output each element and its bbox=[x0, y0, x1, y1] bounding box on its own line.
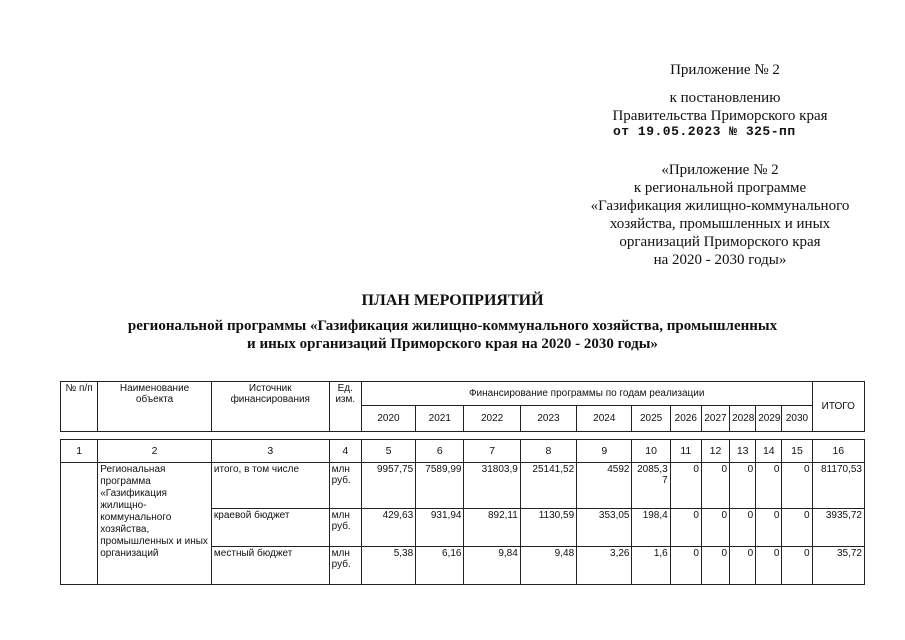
value-cell: 0 bbox=[756, 509, 782, 547]
plan-body-table bbox=[60, 439, 865, 585]
value-cell: 0 bbox=[670, 509, 701, 547]
object-name: Региональная программа «Газификация жилищно-коммунального хозяйства, промышленных и иных организаций bbox=[98, 463, 212, 585]
value-cell: 0 bbox=[701, 463, 729, 509]
col-number: 13 bbox=[730, 440, 756, 463]
col-number: 12 bbox=[701, 440, 729, 463]
year-2024: 2024 bbox=[577, 406, 632, 432]
col-number: 3 bbox=[211, 440, 329, 463]
total-cell: 35,72 bbox=[812, 547, 864, 585]
year-2020: 2020 bbox=[361, 406, 415, 432]
header-financing: Финансирование программы по годам реализации bbox=[361, 382, 812, 406]
col-number: 15 bbox=[782, 440, 812, 463]
header-total: ИТОГО bbox=[812, 382, 864, 432]
value-cell: 0 bbox=[782, 509, 812, 547]
value-cell: 7589,99 bbox=[416, 463, 464, 509]
decree-reference: от 19.05.2023 № 325-пп bbox=[613, 124, 796, 139]
value-cell: 4592 bbox=[577, 463, 632, 509]
program-appendix-line2: к региональной программе bbox=[633, 180, 807, 196]
unit-cell: млн руб. bbox=[329, 509, 361, 547]
col-number: 14 bbox=[756, 440, 782, 463]
value-cell: 0 bbox=[701, 547, 729, 585]
col-number: 9 bbox=[577, 440, 632, 463]
col-number: 7 bbox=[464, 440, 520, 463]
value-cell: 931,94 bbox=[416, 509, 464, 547]
value-cell: 0 bbox=[782, 463, 812, 509]
header-num: № п/п bbox=[61, 382, 98, 432]
value-cell: 2085,37 bbox=[632, 463, 670, 509]
year-2021: 2021 bbox=[416, 406, 464, 432]
year-2022: 2022 bbox=[464, 406, 520, 432]
plan-header-table bbox=[60, 381, 865, 432]
program-appendix-line6: на 2020 - 2030 годы» bbox=[653, 252, 787, 268]
header-source: Источник финансирования bbox=[211, 382, 329, 432]
header-name: Наименование объекта bbox=[98, 382, 212, 432]
value-cell: 0 bbox=[670, 547, 701, 585]
value-cell: 0 bbox=[730, 547, 756, 585]
col-number: 6 bbox=[416, 440, 464, 463]
table-row bbox=[61, 463, 865, 509]
program-appendix-line3: «Газификация жилищно-коммунального bbox=[590, 198, 850, 214]
year-2030: 2030 bbox=[782, 406, 812, 432]
source-cell: местный бюджет bbox=[211, 547, 329, 585]
col-number: 5 bbox=[361, 440, 415, 463]
value-cell: 3,26 bbox=[577, 547, 632, 585]
program-appendix-line1: «Приложение № 2 bbox=[661, 162, 779, 178]
header-unit: Ед. изм. bbox=[329, 382, 361, 432]
total-cell: 3935,72 bbox=[812, 509, 864, 547]
value-cell: 0 bbox=[701, 509, 729, 547]
col-number: 2 bbox=[98, 440, 212, 463]
value-cell: 1130,59 bbox=[520, 509, 576, 547]
program-appendix-line4: хозяйства, промышленных и иных bbox=[609, 216, 831, 232]
value-cell: 31803,9 bbox=[464, 463, 520, 509]
value-cell: 198,4 bbox=[632, 509, 670, 547]
value-cell: 429,63 bbox=[361, 509, 415, 547]
value-cell: 353,05 bbox=[577, 509, 632, 547]
value-cell: 0 bbox=[730, 509, 756, 547]
value-cell: 0 bbox=[670, 463, 701, 509]
year-2029: 2029 bbox=[756, 406, 782, 432]
value-cell: 25141,52 bbox=[520, 463, 576, 509]
value-cell: 1,6 bbox=[632, 547, 670, 585]
value-cell: 9,48 bbox=[520, 547, 576, 585]
appendix-number: Приложение № 2 bbox=[670, 62, 780, 78]
col-number: 16 bbox=[812, 440, 864, 463]
year-2028: 2028 bbox=[730, 406, 756, 432]
plan-subtitle-line2: и иных организаций Приморского края на 2020 - 2030 годы» bbox=[247, 336, 658, 352]
col-number: 10 bbox=[632, 440, 670, 463]
value-cell: 0 bbox=[756, 463, 782, 509]
value-cell: 0 bbox=[782, 547, 812, 585]
col-number: 1 bbox=[61, 440, 98, 463]
unit-cell: млн руб. bbox=[329, 463, 361, 509]
program-appendix-line5: организаций Приморского края bbox=[619, 234, 821, 250]
year-2026: 2026 bbox=[670, 406, 701, 432]
col-number: 4 bbox=[329, 440, 361, 463]
row-number-cell bbox=[61, 463, 98, 585]
value-cell: 892,11 bbox=[464, 509, 520, 547]
source-cell: краевой бюджет bbox=[211, 509, 329, 547]
plan-subtitle-line1: региональной программы «Газификация жилищно-коммунального хозяйства, промышленных bbox=[127, 318, 778, 334]
value-cell: 9,84 bbox=[464, 547, 520, 585]
source-cell: итого, в том числе bbox=[211, 463, 329, 509]
government-line: Правительства Приморского края bbox=[612, 108, 828, 124]
value-cell: 9957,75 bbox=[361, 463, 415, 509]
col-number: 11 bbox=[670, 440, 701, 463]
value-cell: 5,38 bbox=[361, 547, 415, 585]
year-2027: 2027 bbox=[701, 406, 729, 432]
column-number-row bbox=[61, 440, 865, 463]
to-decree-line: к постановлению bbox=[669, 90, 781, 106]
value-cell: 0 bbox=[756, 547, 782, 585]
year-2025: 2025 bbox=[632, 406, 670, 432]
unit-cell: млн руб. bbox=[329, 547, 361, 585]
col-number: 8 bbox=[520, 440, 576, 463]
value-cell: 6,16 bbox=[416, 547, 464, 585]
total-cell: 81170,53 bbox=[812, 463, 864, 509]
year-2023: 2023 bbox=[520, 406, 576, 432]
value-cell: 0 bbox=[730, 463, 756, 509]
plan-title: ПЛАН МЕРОПРИЯТИЙ bbox=[361, 292, 544, 309]
